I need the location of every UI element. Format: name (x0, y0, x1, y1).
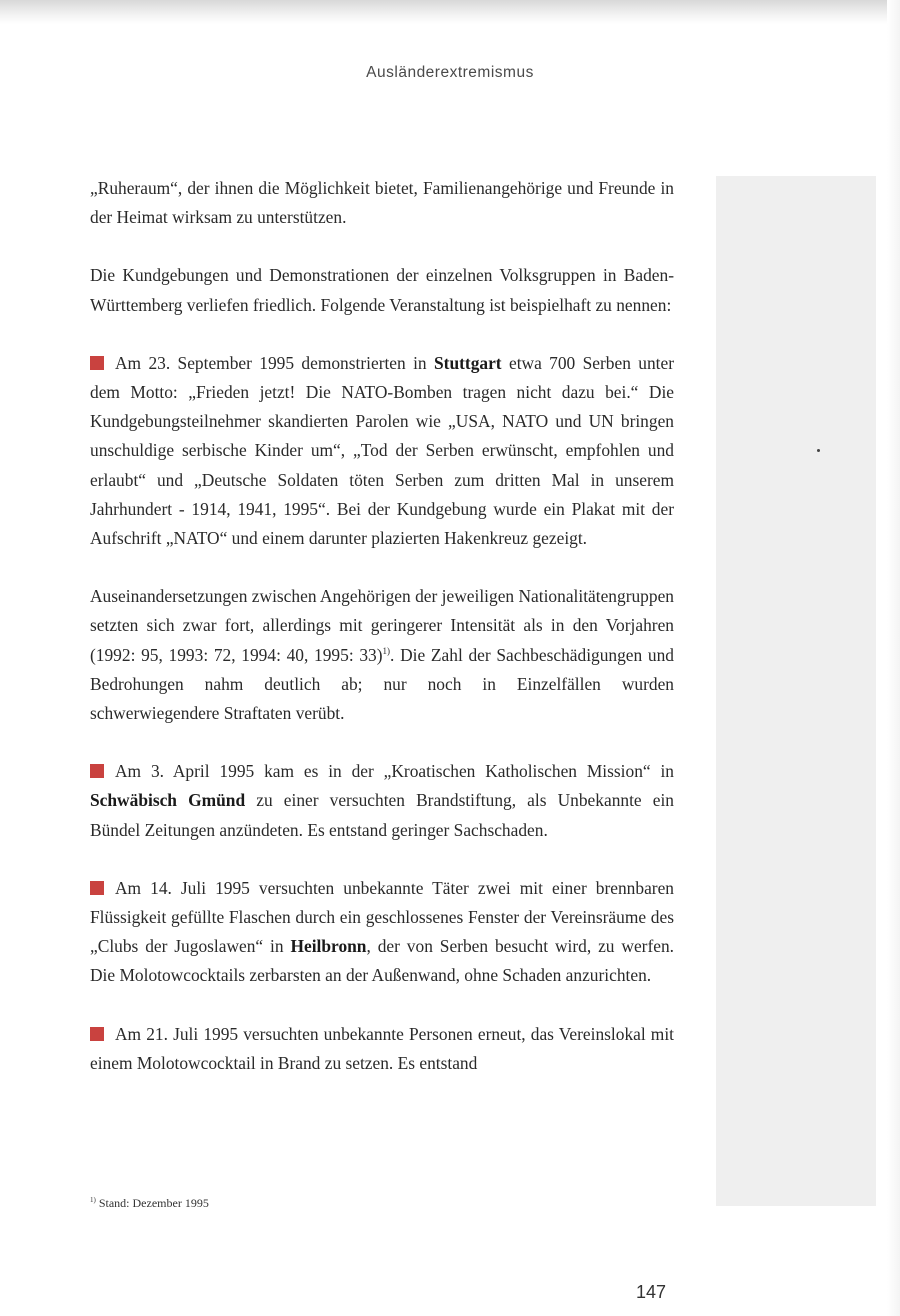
list-item-schwaebisch-gmuend (90, 757, 674, 845)
paragraph-text: Auseinandersetzungen zwischen Angehörigen der jeweiligen Nationalitätengruppen setzten sich zwar fort, allerdings mit geringerer Intensität als in den Vorjahren (1992: 95, 1993: 72, 1994: 40, 1995: 33) (90, 586, 674, 665)
paragraph-continuation: „Ruheraum“, der ihnen die Möglichkeit bietet, Familienangehörige und Freunde in der Heimat wirksam zu unterstützen. (90, 178, 674, 228)
item-text: , der von Serben besucht wird, zu werfen. Die Molotowcocktails zerbarsten an der Außenwand, ohne Schaden anzurichten. (90, 936, 675, 986)
list-item-stuttgart (90, 349, 674, 553)
margin-dot (817, 449, 820, 452)
place-name: Heilbronn (290, 936, 367, 957)
place-name: Stuttgart (433, 352, 502, 373)
item-text: Am 23. September 1995 demonstrierten in (115, 352, 434, 373)
item-text: zu einer versuchten Brandstiftung, als Unbekannte ein Bündel Zeitungen anzündeten. Es entstand geringer Sachschaden. (90, 790, 674, 840)
paragraph-conflicts (90, 582, 674, 728)
paragraph-text: . Die Zahl der Sachbeschädigungen und Bedrohungen nahm deutlich ab; nur noch in Einzelfällen wurden schwerwiegendere Straftaten verübt. (90, 644, 675, 724)
running-head: Ausländerextremismus (366, 64, 534, 81)
footnote-text: Stand: Dezember 1995 (98, 1196, 209, 1210)
body-text (90, 174, 674, 1107)
scan-right-edge (887, 0, 900, 1316)
item-text: Am 14. Juli 1995 versuchten unbekannte Täter zwei mit einer brennbaren Flüssigkeit gefüllte Flaschen durch ein geschlossenes Fenster der Vereinsräume des „Clubs der Jugoslawen“ in (90, 877, 674, 957)
item-text: Am 21. Juli 1995 versuchten unbekannte Personen erneut, das Vereinslokal mit einem Molotowcocktail in Brand zu setzen. Es entstand (90, 1023, 674, 1073)
place-name: Schwäbisch Gmünd (90, 790, 246, 811)
red-square-bullet-icon (90, 356, 104, 370)
list-item-molotow (90, 1020, 674, 1078)
footnote-reference: 1) (382, 645, 391, 656)
scan-top-shadow (0, 0, 900, 24)
paragraph-demonstrations: Die Kundgebungen und Demonstrationen der einzelnen Volksgruppen in Baden-Württemberg verliefen friedlich. Folgende Veranstaltung ist beispielhaft zu nennen: (90, 265, 674, 315)
red-square-bullet-icon (90, 881, 104, 895)
item-text: etwa 700 Serben unter dem Motto: „Frieden jetzt! Die NATO-Bomben tragen nicht dazu bei.“ Die Kundgebungsteilnehmer skandierten Parolen wie „USA, NATO und UN bringen unschuldige serbische Kinder um“, „Tod der Serben erwünscht, empfohlen und erlaubt“ und „Deutsche Soldaten töten Serben zum dritten Mal in unserem Jahrhundert - 1914, 1941, 1995“. Bei der Kundgebung wurde ein Plakat mit der Aufschrift „NATO“ und einem darunter plazierten Hakenkreuz gezeigt. (90, 352, 674, 549)
footnote (90, 1196, 209, 1211)
footnote-mark: 1) (90, 1196, 96, 1204)
list-item-heilbronn (90, 874, 674, 991)
page-number: 147 (636, 1282, 667, 1302)
item-text: Am 3. April 1995 kam es in der „Kroatischen Katholischen Mission“ in (115, 761, 674, 782)
red-square-bullet-icon (90, 1027, 104, 1041)
red-square-bullet-icon (90, 764, 104, 778)
margin-gray-band (716, 176, 876, 1206)
